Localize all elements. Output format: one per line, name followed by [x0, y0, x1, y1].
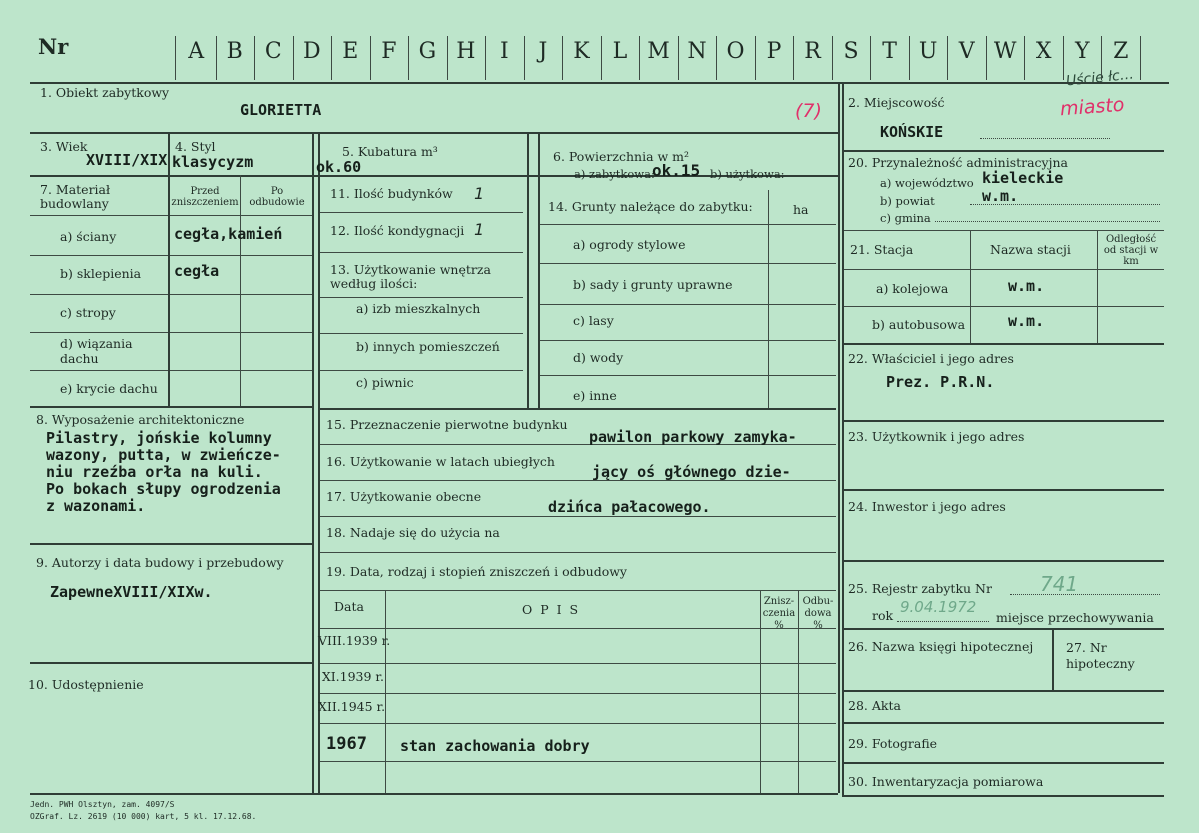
f29-label: 29. Fotografie	[848, 736, 938, 751]
f20-label: 20. Przynależność administracyjna	[848, 155, 1068, 170]
f8-line: Pilastry, jońskie kolumny	[46, 429, 272, 447]
letter-divider	[793, 36, 794, 80]
f19-col-zn: Znisz-czenia %	[762, 596, 796, 631]
f21-a-value: w.m.	[1008, 277, 1045, 295]
f13-b: b) innych pomieszczeń	[356, 339, 500, 354]
f2-label: 2. Miejscowość	[848, 95, 945, 110]
f8-line: niu rzeźba orła na kuli.	[46, 463, 263, 481]
f19-label: 19. Data, rodzaj i stopień zniszczeń i odbudowy	[326, 564, 627, 579]
index-letter-y: Y	[1074, 39, 1090, 64]
f21-col-dist: Odległość od stacji w km	[1103, 234, 1159, 267]
letter-divider	[832, 36, 833, 80]
f8-label: 8. Wyposażenie architektoniczne	[36, 412, 245, 427]
letter-divider	[331, 36, 332, 80]
index-letter-t: T	[882, 39, 897, 64]
f19-row-date: 1967	[326, 734, 367, 754]
f7-row-label: a) ściany	[60, 229, 117, 244]
letter-divider	[254, 36, 255, 80]
f9-value: ZapewneXVIII/XIXw.	[50, 583, 213, 601]
letter-divider	[1024, 36, 1025, 80]
index-letter-k: K	[573, 39, 590, 64]
f14-item: a) ogrody stylowe	[573, 237, 686, 252]
letter-divider	[639, 36, 640, 80]
f20-c-label: c) gmina	[880, 211, 931, 225]
f21-b-value: w.m.	[1008, 312, 1045, 330]
letter-divider	[216, 36, 217, 80]
letter-divider	[447, 36, 448, 80]
letter-divider	[562, 36, 563, 80]
f8-line: Po bokach słupy ogrodzenia	[46, 480, 281, 498]
index-letter-p: P	[766, 39, 782, 64]
f6-a-label: a) zabytkowa:	[574, 167, 655, 181]
index-letter-j: J	[538, 39, 548, 64]
f27-label: 27. Nr hipoteczny	[1066, 640, 1135, 671]
index-letter-z: Z	[1113, 39, 1129, 64]
f21-b-label: b) autobusowa	[872, 317, 966, 332]
f19-row-opis: stan zachowania dobry	[400, 737, 590, 755]
f16-value: jący oś głównego dzie-	[592, 463, 791, 481]
f6-a-value: ok.15	[652, 161, 701, 180]
f7-row-before: cegła,kamień	[174, 225, 283, 243]
f17-label: 17. Użytkowanie obecne	[326, 489, 482, 504]
index-letter-x: X	[1035, 39, 1052, 64]
letter-divider	[293, 36, 294, 80]
index-letter-r: R	[804, 39, 821, 64]
f12-value: 1	[474, 220, 485, 239]
letter-divider	[370, 36, 371, 80]
f15-label: 15. Przeznaczenie pierwotne budynku	[326, 417, 568, 432]
f19-row-date: VIII.1939 r.	[318, 633, 391, 648]
index-letter-s: S	[843, 39, 859, 64]
f14-item: b) sady i grunty uprawne	[573, 277, 733, 292]
f7-row-label: b) sklepienia	[60, 266, 142, 281]
f21-label: 21. Stacja	[850, 242, 914, 257]
f18-label: 18. Nadaje się do użycia na	[326, 525, 500, 540]
f14-item: c) lasy	[573, 313, 614, 328]
letter-divider	[678, 36, 679, 80]
f14-item: d) wody	[573, 350, 624, 365]
f11-value: 1	[474, 184, 485, 203]
f1-note: (7)	[795, 100, 822, 122]
f4-label: 4. Styl	[175, 139, 216, 154]
f13-label: 13. Użytkowanie wnętrza według ilości:	[330, 262, 491, 291]
f13-a: a) izb mieszkalnych	[356, 301, 481, 316]
f5-value: ok.60	[316, 158, 362, 176]
index-letter-f: F	[381, 39, 397, 64]
letter-divider	[408, 36, 409, 80]
f25-rok-label: rok	[872, 608, 894, 623]
index-letter-v: V	[958, 39, 975, 64]
index-letter-w: W	[993, 39, 1017, 64]
f14-item: e) inne	[573, 388, 617, 403]
f7-col-after: Po odbudowie	[249, 186, 305, 208]
f25-place-label: miejsce przechowywania	[996, 610, 1154, 625]
f8-line: z wazonami.	[46, 497, 146, 515]
f20-b-label: b) powiat	[880, 194, 935, 208]
letter-divider	[1140, 36, 1141, 80]
letter-divider	[1101, 36, 1102, 80]
f20-a-value: kieleckie	[982, 169, 1064, 187]
index-letter-l: L	[612, 39, 628, 64]
index-letter-d: D	[302, 39, 321, 64]
f1-label: 1. Obiekt zabytkowy	[40, 85, 170, 100]
f21-a-label: a) kolejowa	[876, 281, 949, 296]
f15-value: pawilon parkowy zamyka-	[589, 428, 797, 446]
f3-label: 3. Wiek	[40, 139, 88, 154]
f30-label: 30. Inwentaryzacja pomiarowa	[848, 774, 1044, 789]
f14-unit: ha	[793, 202, 809, 217]
f6-label: 6. Powierzchnia w m²	[553, 149, 690, 164]
f19-col-opis: O P I S	[522, 602, 581, 617]
f7-row-label: d) wiązania dachu	[60, 336, 133, 366]
f25-nr-value: 741	[1040, 572, 1079, 596]
f19-row-date: XII.1945 r.	[318, 699, 386, 714]
index-letter-o: O	[726, 39, 745, 64]
f20-b-value: w.m.	[982, 187, 1019, 205]
f14-label: 14. Grunty należące do zabytku:	[548, 199, 753, 214]
f9-label: 9. Autorzy i data budowy i przebudowy	[36, 555, 284, 570]
f2-note: miasto	[1059, 93, 1126, 121]
nr-label: Nr	[38, 34, 69, 59]
f3-value: XVIII/XIX	[86, 151, 168, 169]
index-letter-e: E	[342, 39, 359, 64]
f19-row-date: XI.1939 r.	[321, 669, 384, 684]
f22-value: Prez. P.R.N.	[886, 373, 995, 391]
letter-divider	[909, 36, 910, 80]
letter-divider	[601, 36, 602, 80]
index-letter-m: M	[647, 39, 670, 64]
f7-row-before: cegła	[174, 262, 220, 280]
index-letter-g: G	[418, 39, 437, 64]
letter-divider	[870, 36, 871, 80]
footer-line1: Jedn. PWH Olsztyn, zam. 4097/S	[30, 800, 175, 809]
index-letter-b: B	[226, 39, 243, 64]
f7-label: 7. Materiał budowlany	[40, 182, 111, 211]
f10-label: 10. Udostępnienie	[28, 677, 144, 692]
f28-label: 28. Akta	[848, 698, 901, 713]
f6-b-label: b) użytkowa:	[710, 167, 785, 181]
f17-value: dzińca pałacowego.	[548, 498, 711, 516]
f23-label: 23. Użytkownik i jego adres	[848, 429, 1025, 444]
f1-value: GLORIETTA	[240, 101, 322, 119]
f25-rok-value: 9.04.1972	[900, 598, 977, 616]
f13-c: c) piwnic	[356, 375, 414, 390]
letter-divider	[1063, 36, 1064, 80]
index-letter-u: U	[918, 39, 938, 64]
letter-divider	[716, 36, 717, 80]
f20-a-label: a) województwo	[880, 176, 974, 190]
f5-label: 5. Kubatura m³	[342, 144, 438, 159]
letter-divider	[485, 36, 486, 80]
f2-value: KOŃSKIE	[880, 123, 944, 141]
index-letter-i: I	[500, 39, 509, 64]
index-letter-a: A	[188, 39, 205, 64]
f8-line: wazony, putta, w zwieńcze-	[46, 446, 281, 464]
f19-col-odb: Odbu-dowa %	[802, 596, 834, 631]
f16-label: 16. Użytkowanie w latach ubiegłych	[326, 454, 555, 469]
f4-value: klasycyzm	[172, 153, 254, 171]
letter-divider	[947, 36, 948, 80]
letter-divider	[524, 36, 525, 80]
index-letter-h: H	[456, 39, 476, 64]
f7-row-label: c) stropy	[60, 305, 116, 320]
f19-col-date: Data	[334, 599, 364, 614]
f22-label: 22. Właściciel i jego adres	[848, 351, 1014, 366]
letter-divider	[986, 36, 987, 80]
index-letter-n: N	[687, 39, 707, 64]
f11-label: 11. Ilość budynków	[330, 186, 453, 201]
f21-col-name: Nazwa stacji	[990, 242, 1071, 257]
f7-col-before: Przed zniszczeniem	[171, 186, 239, 208]
f26-label: 26. Nazwa księgi hipotecznej	[848, 639, 1034, 654]
footer-line2: OZGraf. Lz. 2619 (10 000) kart, 5 kl. 17.12.68.	[30, 812, 257, 821]
f12-label: 12. Ilość kondygnacji	[330, 223, 465, 238]
f24-label: 24. Inwestor i jego adres	[848, 499, 1006, 514]
index-letter-c: C	[264, 39, 282, 64]
f7-row-label: e) krycie dachu	[60, 381, 158, 396]
letter-divider	[755, 36, 756, 80]
corner-note: Uście łc…	[1065, 66, 1135, 90]
f25-label: 25. Rejestr zabytku Nr	[848, 581, 992, 596]
